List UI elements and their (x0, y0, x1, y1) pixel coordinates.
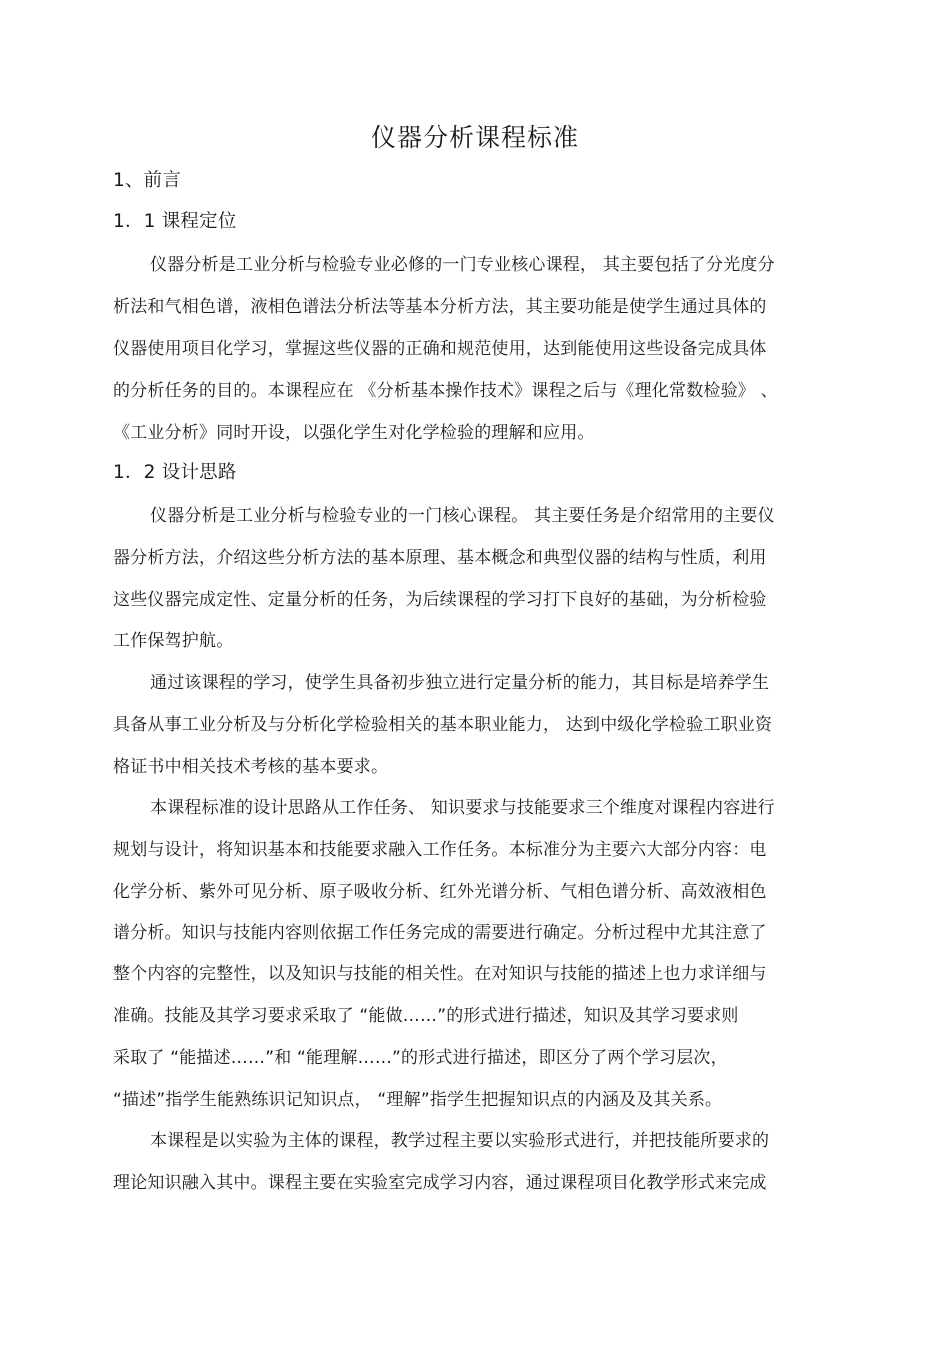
paragraph-line: 理论知识融入其中。课程主要在实验室完成学习内容，通过课程项目化教学形式来完成 (113, 1173, 767, 1193)
paragraph-line: 这些仪器完成定性、定量分析的任务，为后续课程的学习打下良好的基础，为分析检验 (113, 590, 767, 610)
paragraph-line: 本课程标准的设计思路从工作任务、 知识要求与技能要求三个维度对课程内容进行 (150, 798, 775, 818)
paragraph-line: 规划与设计，将知识基本和技能要求融入工作任务。本标准分为主要六大部分内容：电 (113, 840, 767, 860)
paragraph-line: 通过该课程的学习，使学生具备初步独立进行定量分析的能力，其目标是培养学生 (150, 673, 770, 693)
paragraph-line: 准确。技能及其学习要求采取了 “能做……”的形式进行描述，知识及其学习要求则 (113, 1006, 739, 1026)
paragraph-line: 具备从事工业分析及与分析化学检验相关的基本职业能力， 达到中级化学检验工职业资 (113, 715, 773, 735)
paragraph-line: 化学分析、紫外可见分析、原子吸收分析、红外光谱分析、气相色谱分析、高效液相色 (113, 882, 767, 902)
section-heading-preface: 1、前言 (113, 170, 182, 191)
paragraph-line: 仪器分析是工业分析与检验专业必修的一门专业核心课程， 其主要包括了分光度分 (150, 255, 775, 275)
paragraph-line: 仪器分析是工业分析与检验专业的一门核心课程。 其主要任务是介绍常用的主要仪 (150, 506, 775, 526)
paragraph-line: 析法和气相色谱，液相色谱法分析法等基本分析方法，其主要功能是使学生通过具体的 (113, 297, 767, 317)
paragraph-line: 格证书中相关技术考核的基本要求。 (113, 757, 389, 777)
document-title: 仪器分析课程标准 (370, 123, 579, 152)
paragraph-line: “描述”指学生能熟练识记知识点， “理解”指学生把握知识点的内涵及及其关系。 (113, 1090, 723, 1110)
paragraph-line: 工作保驾护航。 (113, 631, 234, 651)
paragraph-line: 器分析方法，介绍这些分析方法的基本原理、基本概念和典型仪器的结构与性质，利用 (113, 548, 767, 568)
paragraph-line: 采取了 “能描述……”和 “能理解……”的形式进行描述，即区分了两个学习层次， (113, 1048, 728, 1068)
subsection-heading-course-positioning: 1．1 课程定位 (113, 211, 237, 232)
paragraph-line: 本课程是以实验为主体的课程，教学过程主要以实验形式进行，并把技能所要求的 (150, 1131, 770, 1151)
paragraph-line: 《工业分析》同时开设，以强化学生对化学检验的理解和应用。 (113, 423, 595, 443)
paragraph-line: 整个内容的完整性，以及知识与技能的相关性。在对知识与技能的描述上也力求详细与 (113, 964, 767, 984)
paragraph-line: 的分析任务的目的。本课程应在 《分析基本操作技术》课程之后与《理化常数检验》 、 (113, 381, 778, 401)
paragraph-line: 仪器使用项目化学习，掌握这些仪器的正确和规范使用，达到能使用这些设备完成具体 (113, 339, 767, 359)
subsection-heading-design-approach: 1．2 设计思路 (113, 462, 237, 483)
paragraph-line: 谱分析。知识与技能内容则依据工作任务完成的需要进行确定。分析过程中尤其注意了 (113, 923, 767, 943)
